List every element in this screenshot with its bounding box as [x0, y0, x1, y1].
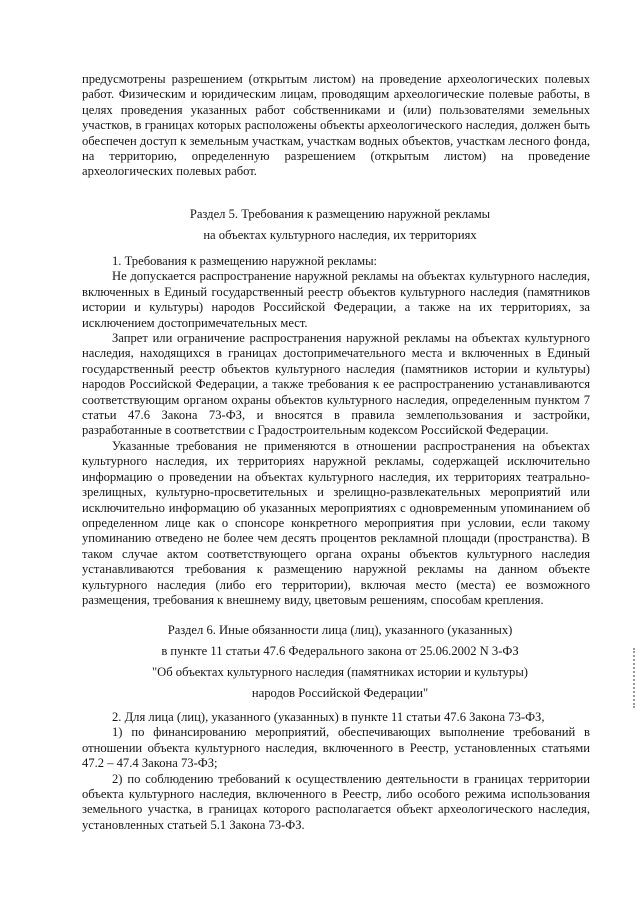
section-6-title-line-2: в пункте 11 статьи 47.6 Федерального закона от 25.06.2002 N 3-ФЗ — [161, 644, 519, 658]
section-6-body — [82, 710, 590, 833]
section-6-heading — [90, 620, 590, 704]
section-6-title-line-3: "Об объектах культурного наследия (памятниках истории и культуры) — [152, 665, 528, 679]
section-6-subitem-1: 1) по финансированию мероприятий, обеспечивающих выполнение требований в отношении объекта культурного наследия, включенного в Реестр, установленных статьями 47.2 – 47.4 Закона 73-ФЗ; — [82, 725, 590, 771]
section-5-paragraph-1: Не допускается распространение наружной рекламы на объектах культурного наследия, включенных в Единый государственный реестр объектов культурного наследия (памятников истории и культуры) народов Российской Федерации, а также на их территориях, за исключением достопримечательных мест. — [82, 269, 590, 330]
intro-block — [82, 72, 590, 180]
scan-edge-marks — [633, 648, 637, 708]
section-5-paragraph-2: Запрет или ограничение распространения наружной рекламы на объектах культурного наследия, находящихся в границах достопримечательного места и включенных в Единый государственный реестр объектов культурного наследия (памятников истории и культуры) народов Российской Федерации, а также требования к ее распространению устанавливаются соответствующим органом охраны объектов культурного наследия, определенным пунктом 7 статьи 47.6 Закона 73-ФЗ, и вносятся в правила землепользования и застройки, разработанные в соответствии с Градостроительным кодексом Российской Федерации. — [82, 331, 590, 438]
section-5-heading — [90, 204, 590, 246]
section-5-title-line-1: Раздел 5. Требования к размещению наружной рекламы — [189, 207, 491, 221]
section-5-title-line-2: на объектах культурного наследия, их территориях — [203, 228, 477, 242]
intro-paragraph: предусмотрены разрешением (открытым листом) на проведение археологических полевых работ. Физическим и юридическим лицам, проводящим археологические полевые работы, в целях проведения указанных работ собственниками и (или) пользователями земельных участков, в границах которых расположены объекты археологического наследия, должен быть обеспечен доступ к земельным участкам, участкам водных объектов, участкам лесного фонда, на территорию, определенную разрешением (открытым листом) на проведение археологических полевых работ. — [82, 72, 590, 179]
section-5-body — [82, 254, 590, 608]
section-6-subitem-2: 2) по соблюдению требований к осуществлению деятельности в границах территории объекта культурного наследия, включенного в Реестр, либо особого режима использования земельного участка, в границах которого располагается объект археологического наследия, установленных статьей 5.1 Закона 73-ФЗ. — [82, 771, 590, 832]
section-6-title-line-1: Раздел 6. Иные обязанности лица (лиц), указанного (указанных) — [167, 623, 513, 637]
section-5-item-1-heading: 1. Требования к размещению наружной рекламы: — [112, 254, 378, 268]
section-5-paragraph-3: Указанные требования не применяются в отношении распространения на объектах культурного наследия, их территориях наружной рекламы, содержащей исключительно информацию о проведении на объектах культурного наследия, их территориях театрально-зрелищных, культурно-просветительных и зрелищно-развлекательных мероприятий или исключительно информацию об указанных мероприятиях с одновременным упоминанием об определенном лице как о спонсоре конкретного мероприятия при условии, если такому упоминанию отведено не более чем десять процентов рекламной площади (пространства). В таком случае актом соответствующего органа охраны объектов культурного наследия устанавливаются требования к размещению наружной рекламы на данном объекте культурного наследия (либо его территории), включая место (места) ее возможного размещения, требования к внешнему виду, цветовым решениям, способам крепления. — [82, 438, 590, 607]
section-6-item-2-heading: 2. Для лица (лиц), указанного (указанных) в пункте 11 статьи 47.6 Закона 73-ФЗ, — [112, 710, 545, 724]
section-6-title-line-4: народов Российской Федерации" — [251, 686, 429, 700]
